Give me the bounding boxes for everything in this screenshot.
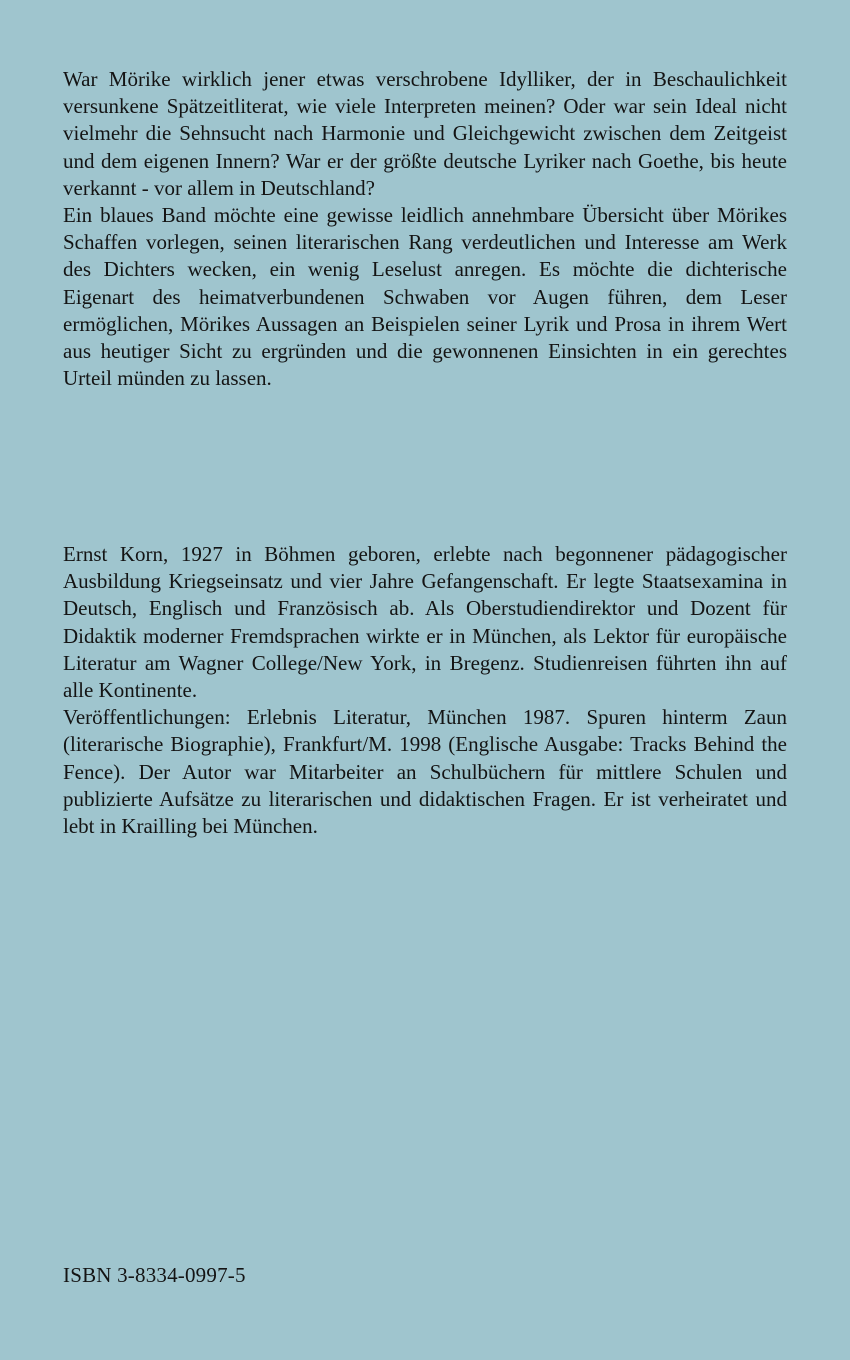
publications-paragraph: Veröffentlichungen: Erlebnis Literatur, München 1987. Spuren hinterm Zaun (literarische Biographie), Frankfurt/M. 1998 (Englische Ausgabe: Tracks Behind the Fence). Der Autor war Mitarbeiter an Schulbüchern für mittlere Schulen und publizierte Aufsätze zu literarischen und didaktischen Fragen. Er ist verheiratet und lebt in Krailling bei München.	[63, 705, 787, 839]
blurb-paragraph: Ein blaues Band möchte eine gewisse leidlich annehmbare Übersicht über Mörikes Schaffen vorlegen, seinen literarischen Rang verdeutlichen und Interesse am Werk des Dichters wecken, ein wenig Leselust anregen. Es möchte die dichterische Eigenart des heimatverbundenen Schwaben vor Augen führen, dem Leser ermöglichen, Mörikes Aussagen an Beispielen seiner Lyrik und Prosa in ihrem Wert aus heutiger Sicht zu ergründen und die gewonnenen Einsichten in ein gerechtes Urteil münden zu lassen.	[63, 203, 787, 391]
bio-paragraph: Ernst Korn, 1927 in Böhmen geboren, erlebte nach begonnener pädagogischer Ausbildung Kriegseinsatz und vier Jahre Gefangenschaft. Er legte Staatsexamina in Deutsch, Englisch und Französisch ab. Als Oberstudiendirektor und Dozent für Didaktik moderner Fremdsprachen wirkte er in München, als Lektor für europäische Literatur am Wagner College/New York, in Bregenz. Studienreisen führten ihn auf alle Kontinente.	[63, 542, 787, 703]
author-biography	[63, 541, 787, 840]
blurb-paragraph: War Mörike wirklich jener etwas verschrobene Idylliker, der in Beschaulichkeit versunkene Spätzeitliterat, wie viele Interpreten meinen? Oder war sein Ideal nicht vielmehr die Sehnsucht nach Harmonie und Gleichgewicht zwischen dem Zeitgeist und dem eigenen Innern? War er der größte deutsche Lyriker nach Goethe, bis heute verkannt - vor allem in Deutschland?	[63, 67, 787, 200]
isbn-number: ISBN 3-8334-0997-5	[63, 1263, 246, 1287]
book-blurb	[63, 66, 787, 392]
